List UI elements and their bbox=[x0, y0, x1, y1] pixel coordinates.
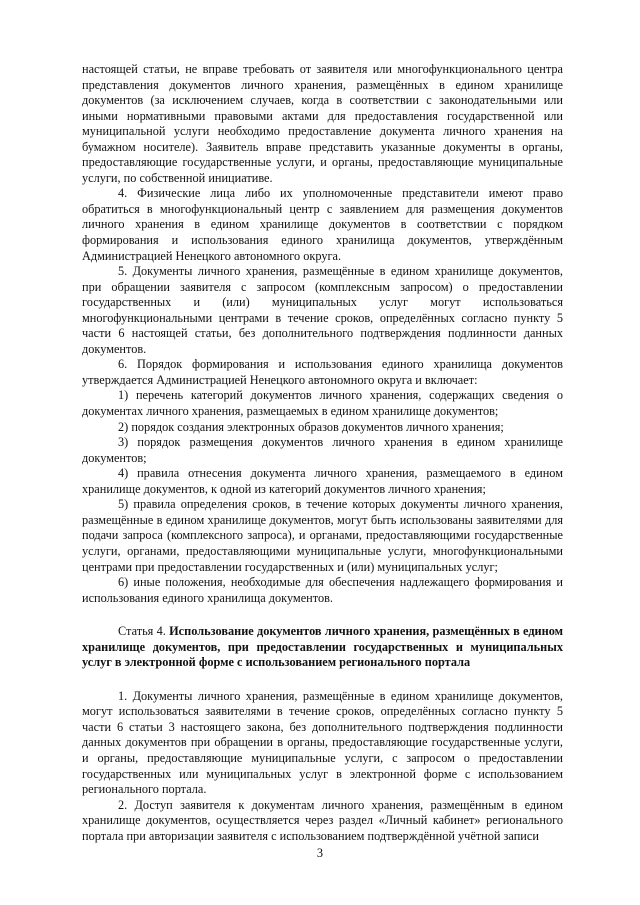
paragraph: 6. Порядок формирования и использования единого хранилища документов утверждается Администрацией Ненецкого автономного округа и включает: bbox=[82, 357, 563, 387]
paragraph: 5. Документы личного хранения, размещённые в едином хранилище документов, при обращении заявителя с запросом (комплексным запросом) о предоставлении государственных и (или) муниципальных услуг могут использоваться многофункциональными центрами в течение сроков, определённых согласно пункту 5 части 6 настоящей статьи, без дополнительного подтверждения подлинности данных документов. bbox=[82, 264, 563, 356]
article-label: Статья 4. bbox=[118, 624, 166, 639]
paragraphs-top bbox=[82, 62, 563, 606]
list-item: 3) порядок размещения документов личного хранения в едином хранилище документов; bbox=[82, 435, 563, 465]
list-item: 2) порядок создания электронных образов документов личного хранения; bbox=[118, 419, 504, 434]
document-page bbox=[82, 62, 563, 844]
list-item: 4) правила отнесения документа личного хранения, размещаемого в едином хранилище документов, к одной из категорий документов личного хранения; bbox=[82, 466, 563, 496]
list-item: 5) правила определения сроков, в течение которых документы личного хранения, размещённые в едином хранилище документов, могут быть использованы заявителями для подачи запроса (комплексного запроса), и органами, предоставляющими государственные услуги, органами, предоставляющими муниципальные услуги, многофункциональными центрами при предоставлении государственных и (или) муниципальных услуг; bbox=[82, 497, 563, 574]
paragraph: 4. Физические лица либо их уполномоченные представители имеют право обратиться в многофункциональный центр с заявлением для размещения документов личного хранения в едином хранилище документов в соответствии с порядком формирования и использования единого хранилища документов, утверждённым Администрацией Ненецкого автономного округа. bbox=[82, 186, 563, 263]
paragraphs-bottom bbox=[82, 689, 563, 844]
article-heading bbox=[82, 624, 563, 671]
list-item: 6) иные положения, необходимые для обеспечения надлежащего формирования и использования единого хранилища документов. bbox=[82, 575, 563, 605]
list-item: 1) перечень категорий документов личного хранения, содержащих сведения о документах личного хранения, размещаемых в едином хранилище документов; bbox=[82, 388, 563, 419]
article-title: Использование документов личного хранения, размещённых в едином хранилище документов, при предоставлении государственных и муниципальных услуг в электронной форме с использованием регионального портала bbox=[82, 624, 563, 670]
paragraph: настоящей статьи, не вправе требовать от заявителя или многофункционального центра представления документов личного хранения, размещённых в едином хранилище документов (за исключением случаев, когда в соответствии с законодательными или иными нормативными правовыми актами для предоставления государственной или муниципальной услуги необходимо предоставление документа личного хранения на бумажном носителе). Заявитель вправе представить указанные документы в органы, предоставляющие государственные услуги, и органы, предоставляющие муниципальные услуги, по собственной инициативе. bbox=[82, 62, 563, 185]
paragraph: 2. Доступ заявителя к документам личного хранения, размещённым в едином хранилище документов, осуществляется через раздел «Личный кабинет» регионального портала при авторизации заявителя с использованием подтверждённой учётной записи bbox=[82, 797, 563, 843]
page-number: 3 bbox=[316, 846, 324, 860]
paragraph: 1. Документы личного хранения, размещённые в едином хранилище документов, могут использоваться заявителями в течение сроков, определённых согласно пункту 5 части 6 статьи 3 настоящего закона, без дополнительного подтверждения подлинности данных документов при обращении в органы, предоставляющие государственные услуги, и органы, предоставляющие муниципальные услуги, с запросом о предоставлении государственных или муниципальных услуг в электронной форме с использованием регионального портала. bbox=[82, 688, 563, 797]
